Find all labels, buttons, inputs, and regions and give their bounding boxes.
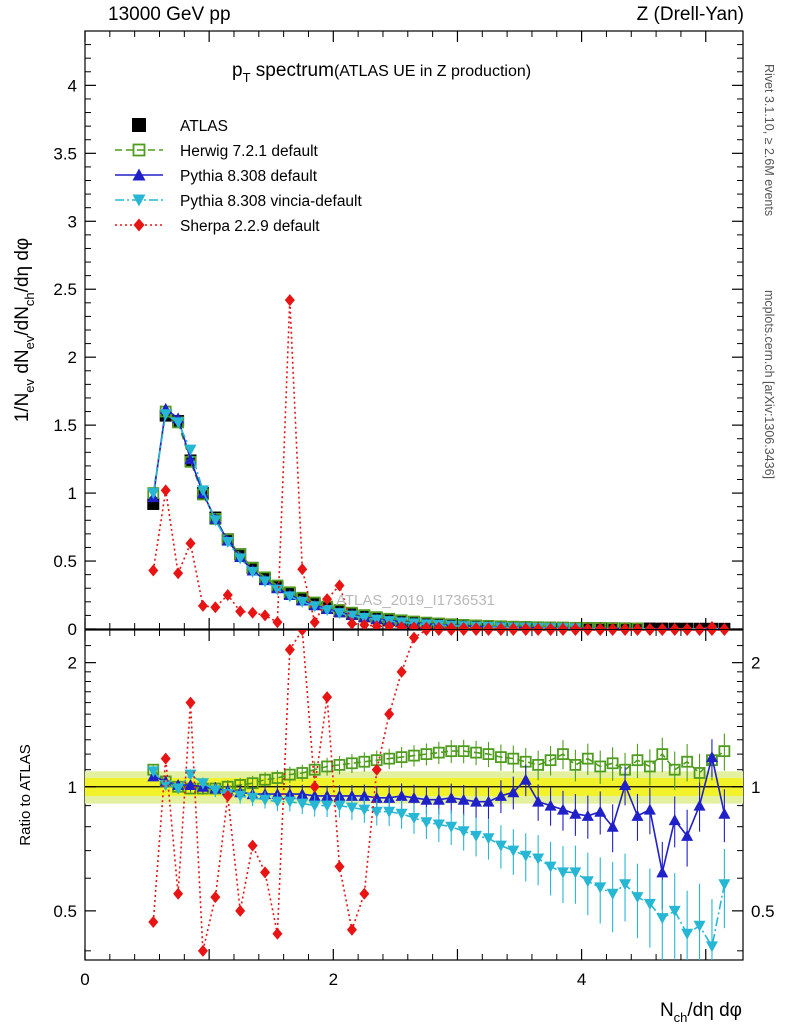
main-y-tick-label: 2.5 — [53, 280, 77, 300]
legend-item-label: ATLAS — [180, 118, 228, 135]
header-right-label: Z (Drell-Yan) — [636, 4, 744, 25]
main-y-tick-label: 0 — [67, 620, 77, 639]
analysis-watermark: ATLAS_2019_I1736531 — [336, 592, 496, 609]
x-tick-label: 0 — [80, 970, 90, 989]
ratio-plot — [0, 629, 786, 1024]
x-tick-label: 4 — [576, 970, 587, 989]
ratio-y-tick-label: 1 — [67, 777, 77, 797]
x-axis-title: $N_{ch}/d\eta$ dφ — [659, 1000, 742, 1024]
legend-item-label: Pythia 8.308 vincia-default — [180, 193, 362, 210]
y-axis-title: $1/N_{ev}$ $dN_{ev}/dN_{ch}/d\eta$ dφ — [12, 237, 37, 423]
main-y-tick-label: 3 — [67, 212, 77, 232]
header-left-label: 13000 GeV pp — [108, 4, 231, 25]
ratio-y-tick-label: 0.5 — [53, 901, 77, 921]
ratio-y-tick-label-right: 0.5 — [751, 901, 775, 921]
x-tick-label: 2 — [328, 970, 339, 989]
main-y-tick-label: 1.5 — [53, 416, 77, 436]
ratio-y-tick-label-right: 1 — [751, 777, 761, 797]
main-y-tick-label: 3.5 — [53, 144, 77, 164]
plot-title: $p_T$ spectrum(ATLAS UE in Z production) — [232, 60, 532, 85]
main-y-tick-label: 4 — [67, 76, 77, 96]
ratio-y-tick-label: 2 — [67, 653, 77, 673]
legend-item-label: Sherpa 2.2.9 default — [180, 218, 320, 235]
main-y-tick-label: 0.5 — [53, 552, 77, 572]
mcplots-source-label: mcplots.cern.ch [arXiv:1306.3436] — [762, 290, 776, 479]
legend-item-label: Pythia 8.308 default — [180, 168, 318, 185]
legend-item-label: Herwig 7.2.1 default — [180, 143, 318, 160]
ratio-y-tick-label-right: 2 — [751, 653, 761, 673]
rivet-events-label: Rivet 3.1.10, ≥ 2.6M events — [762, 64, 776, 217]
main-y-tick-label: 2 — [67, 348, 77, 368]
main-y-tick-label: 1 — [67, 484, 77, 504]
ratio-y-axis-title: Ratio to ATLAS — [17, 744, 34, 846]
